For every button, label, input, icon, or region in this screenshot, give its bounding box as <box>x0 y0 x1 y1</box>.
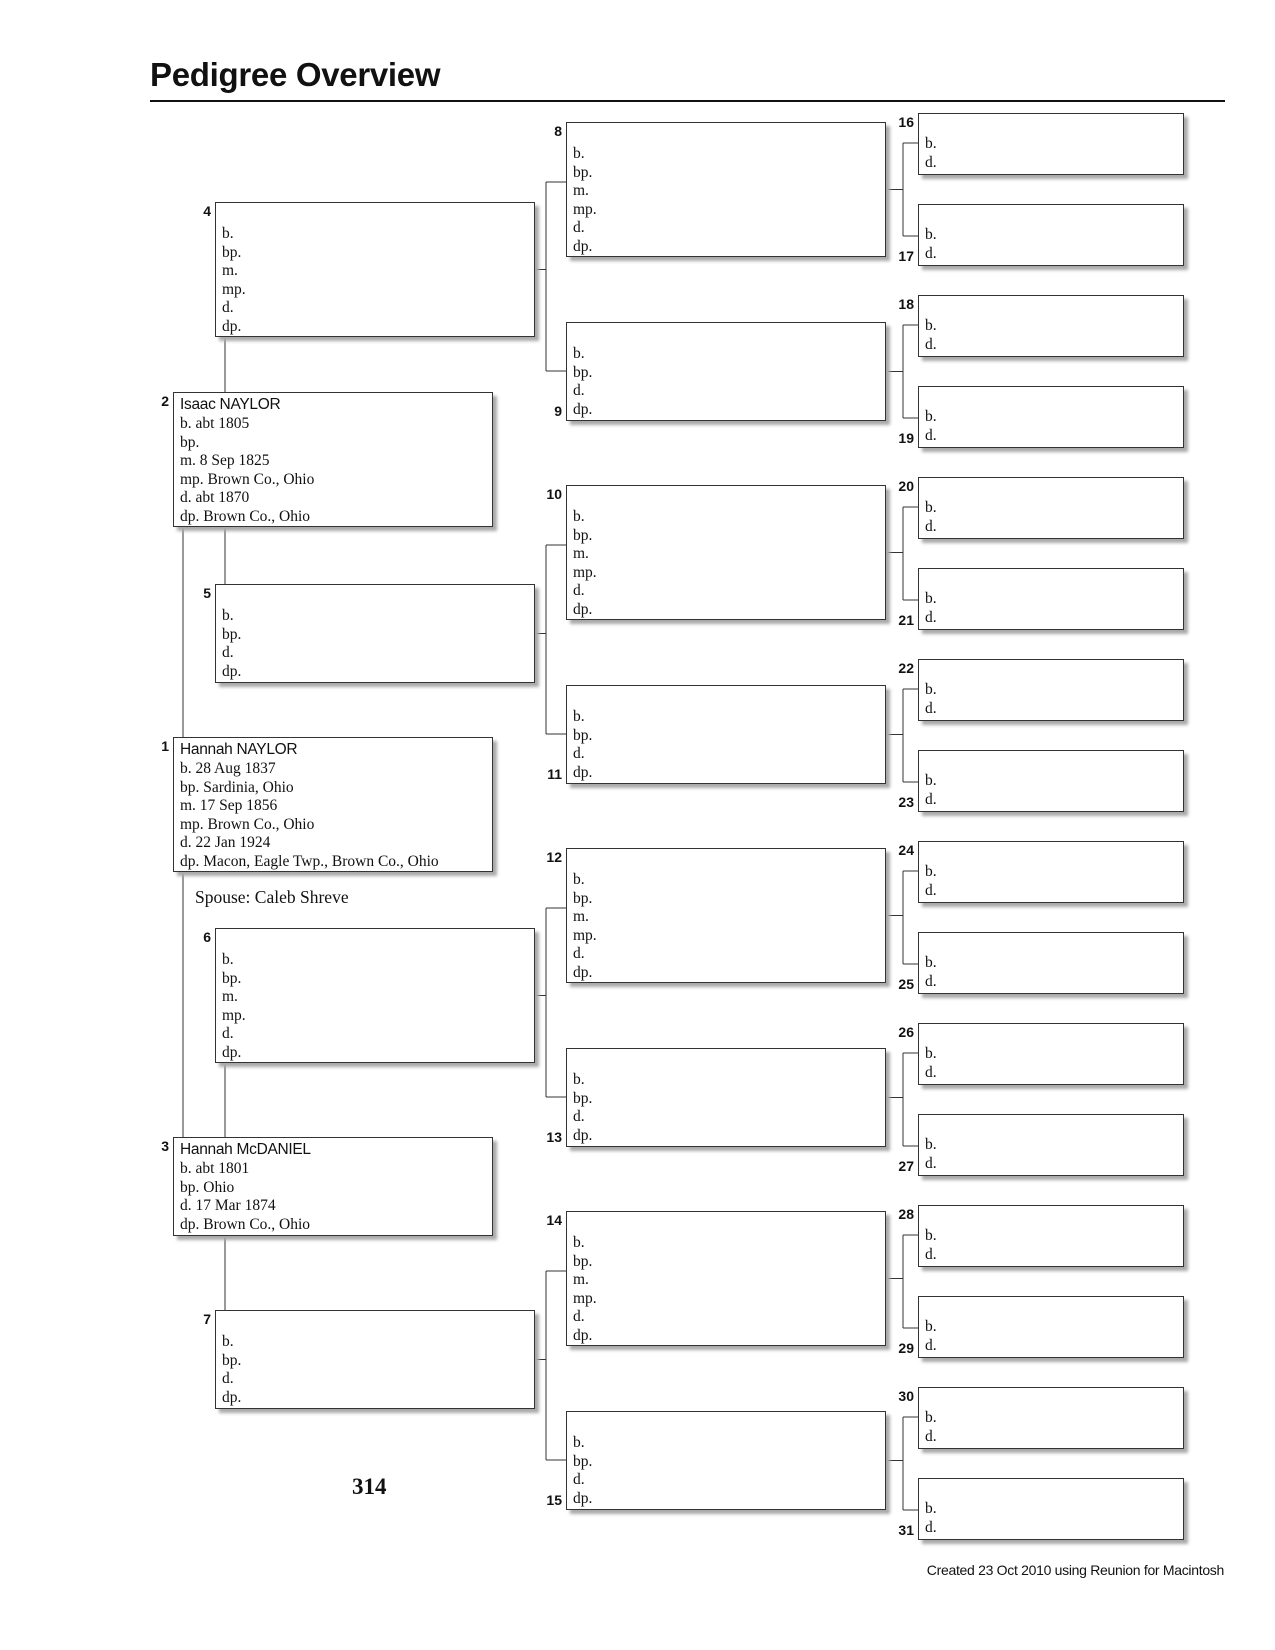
person-detail-line: d. <box>925 790 937 808</box>
person-box-28[interactable] <box>918 1205 1184 1267</box>
person-detail-line: mp. <box>573 1289 597 1307</box>
spouse-label: Spouse: Caleb Shreve <box>195 887 349 907</box>
person-box-14[interactable] <box>566 1211 886 1346</box>
page-title: Pedigree Overview <box>150 56 441 93</box>
person-detail-line: bp. <box>573 1452 593 1470</box>
person-box-18[interactable] <box>918 295 1184 357</box>
person-detail-line: b. <box>925 1045 937 1062</box>
person-detail-line: bp. <box>573 1252 593 1270</box>
person-number-8: 8 <box>554 123 562 139</box>
person-number-2: 2 <box>161 393 169 409</box>
person-detail-line: bp. <box>573 163 593 181</box>
person-detail-line: m. <box>222 988 238 1006</box>
person-detail-line: mp. <box>222 1006 246 1024</box>
person-number-10: 10 <box>546 486 562 502</box>
person-detail-line: bp. <box>573 889 593 907</box>
person-detail-line: m. <box>573 182 589 200</box>
person-box-7[interactable] <box>215 1310 535 1409</box>
person-number-26: 26 <box>898 1024 914 1040</box>
person-detail-line: dp. Brown Co., Ohio <box>180 1215 311 1233</box>
person-box-12[interactable] <box>566 848 886 983</box>
person-detail-line: d. 17 Mar 1874 <box>180 1197 276 1215</box>
person-box-26[interactable] <box>918 1023 1184 1085</box>
person-number-11: 11 <box>547 766 562 782</box>
person-box-30[interactable] <box>918 1387 1184 1449</box>
person-number-23: 23 <box>898 794 914 810</box>
person-number-7: 7 <box>203 1311 211 1327</box>
person-detail-line: mp. Brown Co., Ohio <box>180 815 315 833</box>
person-box-8[interactable] <box>566 122 886 257</box>
person-detail-line: d. <box>925 881 937 899</box>
person-detail-line: d. <box>925 699 937 717</box>
person-number-4: 4 <box>203 203 211 219</box>
person-detail-line: d. <box>925 1427 937 1445</box>
person-number-27: 27 <box>898 1158 914 1174</box>
person-box-4[interactable] <box>215 202 535 337</box>
person-detail-line: b. <box>573 1234 585 1251</box>
person-detail-line: dp. <box>573 963 593 981</box>
person-detail-line: b. <box>925 1318 937 1335</box>
person-detail-line: dp. <box>573 1126 593 1144</box>
person-detail-line: b. <box>925 499 937 516</box>
person-number-20: 20 <box>898 478 914 494</box>
person-number-29: 29 <box>898 1340 914 1356</box>
person-detail-line: mp. Brown Co., Ohio <box>180 470 315 488</box>
person-box-31[interactable] <box>918 1478 1184 1540</box>
person-box-13[interactable] <box>566 1048 886 1147</box>
person-box-27[interactable] <box>918 1114 1184 1176</box>
person-detail-line: m. <box>573 1271 589 1289</box>
person-detail-line: b. <box>573 1071 585 1088</box>
person-detail-line: b. <box>925 863 937 880</box>
person-box-11[interactable] <box>566 685 886 784</box>
person-box-21[interactable] <box>918 568 1184 630</box>
person-detail-line: d. <box>925 1336 937 1354</box>
person-detail-line: d. <box>573 1471 585 1489</box>
person-detail-line: d. <box>573 1108 585 1126</box>
person-detail-line: b. <box>925 135 937 152</box>
person-detail-line: d. <box>222 644 234 662</box>
person-detail-line: d. <box>573 382 585 400</box>
person-detail-line: b. abt 1805 <box>180 415 250 432</box>
person-number-31: 31 <box>898 1522 914 1538</box>
person-detail-line: mp. <box>222 280 246 298</box>
person-detail-line: d. <box>925 426 937 444</box>
person-number-24: 24 <box>898 842 914 858</box>
person-detail-line: b. 28 Aug 1837 <box>180 760 276 777</box>
person-box-15[interactable] <box>566 1411 886 1510</box>
person-detail-line: dp. <box>573 1489 593 1507</box>
person-detail-line: dp. <box>573 400 593 418</box>
person-detail-line: b. <box>222 951 234 968</box>
person-detail-line: bp. Ohio <box>180 1178 235 1196</box>
person-box-23[interactable] <box>918 750 1184 812</box>
person-detail-line: d. <box>222 1370 234 1388</box>
person-detail-line: d. <box>925 1518 937 1536</box>
person-detail-line: bp. <box>573 363 593 381</box>
person-box-22[interactable] <box>918 659 1184 721</box>
person-number-13: 13 <box>546 1129 562 1145</box>
person-box-16[interactable] <box>918 113 1184 175</box>
person-box-9[interactable] <box>566 322 886 421</box>
person-box-25[interactable] <box>918 932 1184 994</box>
person-detail-line: d. <box>925 1154 937 1172</box>
person-box-3[interactable] <box>173 1137 493 1236</box>
person-detail-line: b. <box>925 1409 937 1426</box>
person-detail-line: b. <box>573 345 585 362</box>
person-box-10[interactable] <box>566 485 886 620</box>
person-detail-line: bp. <box>222 969 242 987</box>
person-detail-line: bp. <box>573 1089 593 1107</box>
person-detail-line: b. <box>925 226 937 243</box>
person-number-18: 18 <box>898 296 914 312</box>
person-detail-line: dp. <box>573 763 593 781</box>
person-detail-line: d. abt 1870 <box>180 489 250 507</box>
person-detail-line: d. <box>925 1063 937 1081</box>
person-detail-line: d. <box>925 517 937 535</box>
person-detail-line: bp. <box>222 1351 242 1369</box>
person-box-5[interactable] <box>215 584 535 683</box>
person-detail-line: b. <box>925 1136 937 1153</box>
person-detail-line: dp. Macon, Eagle Twp., Brown Co., Ohio <box>180 852 439 870</box>
person-detail-line: bp. <box>180 433 200 451</box>
person-detail-line: b. <box>925 1500 937 1517</box>
page-number: 314 <box>352 1474 387 1499</box>
person-detail-line: b. <box>222 225 234 242</box>
person-detail-line: b. abt 1801 <box>180 1160 250 1177</box>
person-number-28: 28 <box>898 1206 914 1222</box>
person-name: Isaac NAYLOR <box>180 396 281 413</box>
person-detail-line: b. <box>222 1333 234 1350</box>
person-detail-line: b. <box>222 607 234 624</box>
person-detail-line: bp. <box>573 526 593 544</box>
person-detail-line: d. <box>573 945 585 963</box>
person-number-16: 16 <box>898 114 914 130</box>
person-detail-line: b. <box>925 954 937 971</box>
person-detail-line: d. <box>925 244 937 262</box>
person-detail-line: b. <box>925 590 937 607</box>
person-detail-line: b. <box>925 772 937 789</box>
person-number-17: 17 <box>898 248 914 264</box>
person-detail-line: m. <box>222 262 238 280</box>
person-number-14: 14 <box>546 1212 562 1228</box>
person-number-3: 3 <box>161 1138 169 1154</box>
person-detail-line: dp. Brown Co., Ohio <box>180 507 311 525</box>
person-detail-line: d. <box>573 745 585 763</box>
person-detail-line: b. <box>573 508 585 525</box>
person-detail-line: dp. <box>222 662 242 680</box>
person-detail-line: d. <box>925 153 937 171</box>
person-number-6: 6 <box>203 929 211 945</box>
person-box-2[interactable] <box>173 392 493 527</box>
person-detail-line: bp. <box>222 625 242 643</box>
person-box-17[interactable] <box>918 204 1184 266</box>
person-number-15: 15 <box>546 1492 562 1508</box>
person-number-22: 22 <box>898 660 914 676</box>
person-detail-line: m. 8 Sep 1825 <box>180 452 270 470</box>
person-box-20[interactable] <box>918 477 1184 539</box>
person-detail-line: dp. <box>573 600 593 618</box>
person-detail-line: dp. <box>222 1388 242 1406</box>
person-detail-line: d. <box>925 608 937 626</box>
person-detail-line: mp. <box>573 200 597 218</box>
person-detail-line: mp. <box>573 926 597 944</box>
footer-credit: Created 23 Oct 2010 using Reunion for Macintosh <box>926 1562 1224 1578</box>
person-detail-line: m. 17 Sep 1856 <box>180 797 278 815</box>
person-number-9: 9 <box>554 403 562 419</box>
person-detail-line: b. <box>573 1434 585 1451</box>
person-number-25: 25 <box>898 976 914 992</box>
person-detail-line: d. <box>222 299 234 317</box>
person-detail-line: d. <box>222 1025 234 1043</box>
person-detail-line: m. <box>573 908 589 926</box>
person-number-21: 21 <box>898 612 914 628</box>
person-detail-line: d. <box>573 219 585 237</box>
person-box-29[interactable] <box>918 1296 1184 1358</box>
person-detail-line: dp. <box>573 237 593 255</box>
person-detail-line: d. <box>925 972 937 990</box>
person-detail-line: mp. <box>573 563 597 581</box>
person-name: Hannah McDANIEL <box>180 1141 311 1158</box>
person-detail-line: b. <box>925 681 937 698</box>
person-detail-line: d. <box>573 1308 585 1326</box>
person-box-1[interactable] <box>173 737 493 872</box>
person-detail-line: m. <box>573 545 589 563</box>
person-detail-line: b. <box>925 317 937 334</box>
person-detail-line: b. <box>573 708 585 725</box>
person-number-12: 12 <box>546 849 562 865</box>
person-number-5: 5 <box>203 585 211 601</box>
person-detail-line: dp. <box>222 317 242 335</box>
person-box-6[interactable] <box>215 928 535 1063</box>
person-detail-line: d. <box>925 1245 937 1263</box>
person-detail-line: dp. <box>573 1326 593 1344</box>
person-detail-line: b. <box>573 871 585 888</box>
person-detail-line: dp. <box>222 1043 242 1061</box>
person-detail-line: d. <box>925 335 937 353</box>
person-detail-line: bp. <box>222 243 242 261</box>
person-number-1: 1 <box>161 738 169 754</box>
person-name: Hannah NAYLOR <box>180 741 298 758</box>
person-detail-line: d. 22 Jan 1924 <box>180 834 271 852</box>
person-detail-line: b. <box>925 1227 937 1244</box>
person-detail-line: d. <box>573 582 585 600</box>
person-detail-line: bp. <box>573 726 593 744</box>
person-number-30: 30 <box>898 1388 914 1404</box>
person-box-24[interactable] <box>918 841 1184 903</box>
person-detail-line: b. <box>573 145 585 162</box>
person-box-19[interactable] <box>918 386 1184 448</box>
person-detail-line: b. <box>925 408 937 425</box>
person-number-19: 19 <box>898 430 914 446</box>
person-detail-line: bp. Sardinia, Ohio <box>180 778 294 796</box>
